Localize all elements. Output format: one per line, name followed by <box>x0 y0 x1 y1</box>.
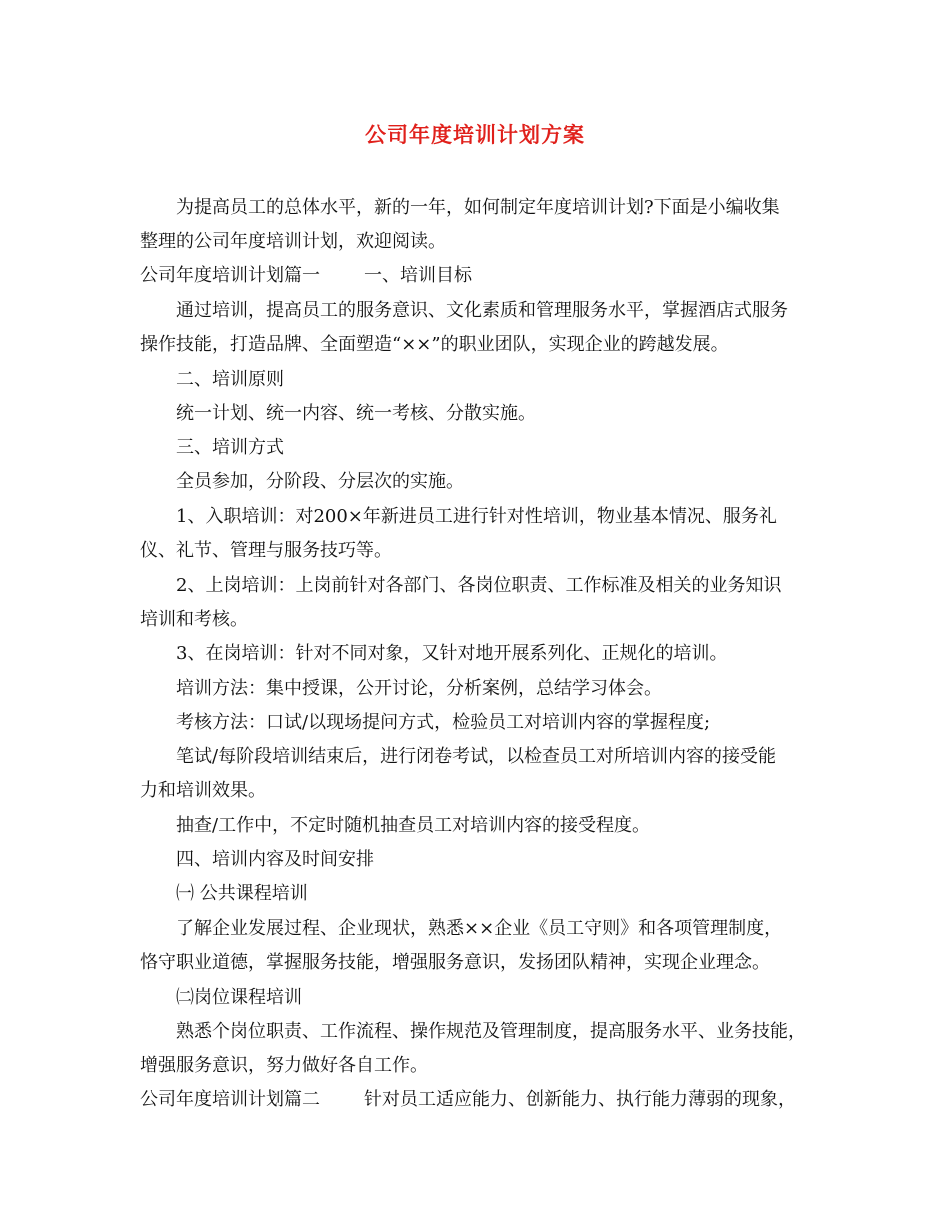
item-preduty-line-1: 2、上岗培训：上岗前针对各部门、各岗位职责、工作标准及相关的业务知识 <box>176 575 782 596</box>
principle-text: 统一计划、统一内容、统一考核、分散实施。 <box>176 403 536 424</box>
written-test-line-2: 力和培训效果。 <box>140 780 266 801</box>
heading-principle: 二、培训原则 <box>176 369 284 390</box>
item-onboarding-line-2: 仪、礼节、管理与服务技巧等。 <box>140 540 392 561</box>
section-heading-2: 公司年度培训计划篇二 <box>140 1089 320 1110</box>
intro-line-2: 整理的公司年度培训计划，欢迎阅读。 <box>140 231 446 252</box>
section-2-intro: 针对员工适应能力、创新能力、执行能力薄弱的现象， <box>364 1089 796 1110</box>
method-text: 全员参加，分阶段、分层次的实施。 <box>176 471 464 492</box>
goal-line-2: 操作技能，打造品牌、全面塑造“××”的职业团队，实现企业的跨越发展。 <box>140 334 729 355</box>
subheading-post-course: ㈡岗位课程培训 <box>176 987 302 1008</box>
section-heading-row-2 <box>140 1088 840 1112</box>
document-title: 公司年度培训计划方案 <box>365 122 585 147</box>
item-preduty-line-2: 培训和考核。 <box>140 609 248 630</box>
item-onduty: 3、在岗培训：针对不同对象，又针对地开展系列化、正规化的培训。 <box>176 643 728 664</box>
subheading-public-course: ㈠ 公共课程培训 <box>176 883 308 904</box>
section-heading-1: 公司年度培训计划篇一 <box>140 265 320 286</box>
item-onboarding-line-1: 1、入职培训：对200×年新进员工进行针对性培训，物业基本情况、服务礼 <box>176 506 777 527</box>
public-course-line-2: 恪守职业道德，掌握服务技能，增强服务意识，发扬团队精神，实现企业理念。 <box>140 952 770 973</box>
post-course-line-2: 增强服务意识，努力做好各自工作。 <box>140 1055 428 1076</box>
training-methods: 培训方法：集中授课，公开讨论，分析案例，总结学习体会。 <box>176 678 662 699</box>
heading-content-schedule: 四、培训内容及时间安排 <box>176 849 374 870</box>
written-test-line-1: 笔试/每阶段培训结束后，进行闭卷考试，以检查员工对所培训内容的接受能 <box>176 746 777 767</box>
heading-method: 三、培训方式 <box>176 437 284 458</box>
intro-line-1: 为提高员工的总体水平，新的一年，如何制定年度培训计划?下面是小编收集 <box>176 197 780 218</box>
post-course-line-1: 熟悉个岗位职责、工作流程、操作规范及管理制度，提高服务水平、业务技能， <box>176 1021 806 1042</box>
assessment-methods: 考核方法：口试/以现场提问方式，检验员工对培训内容的掌握程度; <box>176 712 711 733</box>
section-heading-row <box>140 264 840 288</box>
public-course-line-1: 了解企业发展过程、企业现状，熟悉××企业《员工守则》和各项管理制度， <box>176 918 783 939</box>
heading-training-goal: 一、培训目标 <box>364 265 472 286</box>
spot-check: 抽查/工作中，不定时随机抽查员工对培训内容的接受程度。 <box>176 815 651 836</box>
goal-line-1: 通过培训，提高员工的服务意识、文化素质和管理服务水平，掌握酒店式服务 <box>176 300 788 321</box>
